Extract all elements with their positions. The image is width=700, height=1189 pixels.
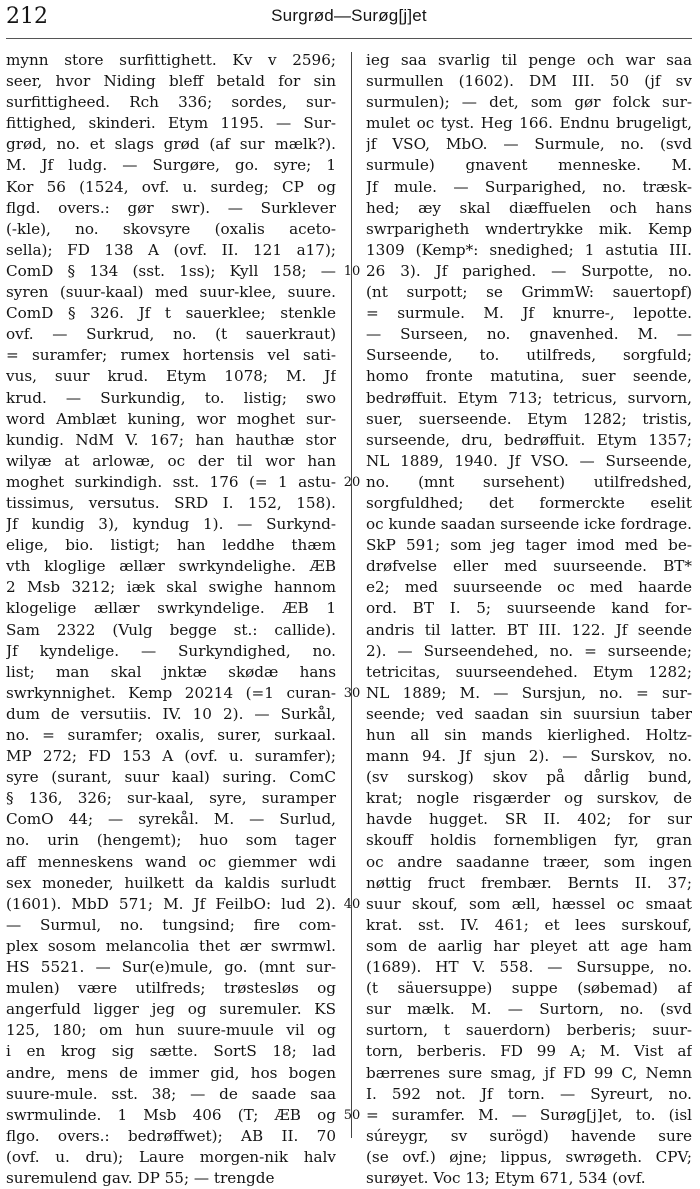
text-line: Sam 2322 (Vulg begge st.: callide). [6, 620, 336, 639]
text-line: 125, 180; om hun suure-muule vil og [6, 1021, 336, 1040]
text-line: torn, berberis. FD 99 A; M. Vist af [366, 1042, 692, 1061]
text-line: 2). — Surseendehed, no. = surseende; [366, 641, 692, 660]
text-line: sella); FD 138 A (ovf. II. 121 a17); [6, 240, 336, 259]
right-column [366, 50, 692, 1189]
text-line: syren (suur-kaal) med suur-klee, suure. [6, 283, 336, 302]
text-line: jf VSO, MbO. — Surmule, no. (svd [366, 135, 692, 154]
text-line: oc andre saadanne træer, som ingen [366, 852, 692, 871]
text-line: suer, suerseende. Etym 1282; tristis, [366, 409, 692, 428]
text-line: nøttig fruct frembær. Bernts II. 37; [366, 873, 692, 892]
text-line: suremulend gav. DP 55; — trengde [6, 1168, 275, 1187]
text-line: seer, hvor Niding bleff betald for sin [6, 72, 336, 91]
text-line: súreygr, sv surögd) havende sure [366, 1126, 692, 1145]
text-line: (se ovf.) øjne; lippus, swrøgeth. CPV; [366, 1147, 692, 1166]
text-line: sorgfuldhed; det formerckte eselit [366, 493, 692, 512]
text-line: flgo. overs.: bedrøffwet); AB II. 70 [6, 1126, 336, 1145]
text-line: syre (surant, suur kaal) suring. ComC [6, 768, 336, 787]
text-line: mynn store surfittighett. Kv v 2596; [6, 51, 336, 69]
text-line: (ovf. u. dru); Laure morgen-nik halv [6, 1147, 336, 1166]
text-line: fittighed, skinderi. Etym 1195. — Sur- [6, 114, 336, 133]
text-line: hun all sin mands kierlighed. Holtz- [366, 726, 692, 744]
text-line: andre, mens de immer gid, hos bogen [6, 1063, 336, 1082]
text-line: i en krog sig sætte. SortS 18; lad [6, 1042, 336, 1061]
text-line: drøfvelse eller med suurseende. BT* [366, 557, 692, 576]
text-line: ComD § 134 (sst. 1ss); Kyll 158; — [6, 261, 336, 280]
text-line: HS 5521. — Sur(e)mule, go. (mnt sur- [6, 958, 336, 977]
text-line: homo fronte matutina, suer seende, [366, 367, 692, 386]
text-line: (-kle), no. skovsyre (oxalis aceto- [6, 219, 336, 238]
text-line: vth kloglige ællær swrkyndelighe. ÆB [6, 557, 336, 576]
text-line: oc kunde saadan surseende icke fordrage. [366, 515, 692, 534]
text-line: suur skouf, som æll, hæssel oc smaat [366, 894, 692, 913]
text-line: (1689). HT V. 558. — Sursuppe, no. [366, 958, 692, 977]
text-line: = suramfer; rumex hortensis vel sati- [6, 346, 336, 365]
text-line: bærrenes sure smag, jf FD 99 C, Nemn [366, 1063, 692, 1082]
text-line: e2; med suurseende oc med haarde [366, 578, 692, 597]
text-line: = suramfer. M. — Surøg[j]et, to. (isl [366, 1105, 692, 1124]
text-line: swrmulinde. 1 Msb 406 (T; ÆB og [6, 1105, 336, 1124]
text-line: no. urin (hengemt); huo som tager [6, 831, 336, 850]
text-line: I. 592 not. Jf torn. — Syreurt, no. [366, 1084, 692, 1103]
text-line: flgd. overs.: gør swr). — Surklever [6, 198, 336, 217]
line-number: 40 [343, 897, 361, 912]
text-line: sur mælk. M. — Surtorn, no. (svd [366, 1000, 692, 1019]
text-line: grød, no. et slags grød (af sur mælk?). [6, 135, 336, 154]
text-line: swrkynnighet. Kemp 20214 (=1 curan- [6, 683, 336, 702]
text-line: surfittigheed. Rch 336; sordes, sur- [6, 93, 336, 112]
page-number: 212 [6, 4, 48, 29]
text-line: 2 Msb 3212; iæk skal swighe hannom [6, 578, 336, 597]
text-line: vus, suur krud. Etym 1078; M. Jf [6, 367, 336, 386]
text-line: list; man skal jnktæ skødæ hans [6, 662, 336, 681]
text-line: NL 1889; M. — Sursjun, no. = sur- [366, 683, 692, 702]
text-line: bedrøffuit. Etym 713; tetricus, survorn, [366, 388, 692, 407]
text-line: (nt surpott; se GrimmW: sauertopf) [366, 283, 692, 302]
text-line: ComO 44; — syrekål. M. — Surlud, [6, 810, 336, 829]
text-line: word Amblæt kuning, wor moghet sur- [6, 409, 336, 428]
text-line: krat. sst. IV. 461; et lees surskouf, [366, 915, 692, 934]
text-line: tetricitas, suurseendehed. Etym 1282; [366, 662, 692, 681]
text-line: angerfuld ligger jeg og suremuler. KS [6, 1000, 336, 1019]
text-line: M. Jf ludg. — Surgøre, go. syre; 1 [6, 156, 336, 175]
text-line: — Surseen, no. gnavenhed. M. — [366, 325, 692, 344]
text-line: krud. — Surkundig, to. listig; swo [6, 388, 336, 407]
text-line: MP 272; FD 153 A (ovf. u. suramfer); [6, 747, 336, 766]
text-line: NL 1889, 1940. Jf VSO. — Surseende, [366, 451, 692, 470]
text-line: andris til latter. BT III. 122. Jf seende [366, 620, 692, 639]
text-line: kundig. NdM V. 167; han hauthæ stor [6, 430, 336, 449]
text-line: moghet surkindigh. sst. 176 (= 1 astu- [6, 472, 336, 491]
column-divider [351, 52, 352, 1138]
text-line: swrparigheth wndertrykke mik. Kemp [366, 219, 692, 238]
text-line: (t säuersuppe) suppe (søbemad) af [366, 979, 692, 998]
text-line: mann 94. Jf sjun 2). — Surskov, no. [366, 747, 692, 766]
text-line: ord. BT I. 5; suurseende kand for- [366, 599, 692, 618]
text-line: suure-mule. sst. 38; — de saade saa [6, 1084, 336, 1103]
text-line: surmulen); — det, som gør folck sur- [366, 93, 692, 112]
text-line: SkP 591; som jeg tager imod med be- [366, 536, 692, 555]
text-line: 26 3). Jf parighed. — Surpotte, no. [366, 261, 692, 280]
text-line: 1309 (Kemp*: snedighed; 1 astutia III. [366, 240, 692, 259]
text-line: ComD § 326. Jf t sauerklee; stenkle [6, 304, 336, 323]
text-line: seende; ved saadan sin suursiun taber [366, 704, 692, 723]
text-line: Kor 56 (1524, ovf. u. surdeg; CP og [6, 177, 336, 196]
text-line: wilyæ at arlowæ, oc der til wor han [6, 451, 336, 470]
text-line: surmullen (1602). DM III. 50 (jf sv [366, 72, 692, 91]
text-line: som de aarlig har pleyet att age ham [366, 936, 692, 955]
text-line: (1601). MbD 571; M. Jf FeilbO: lud 2). [6, 894, 336, 913]
text-line: sex moneder, huilkett da kaldis surludt [6, 873, 336, 892]
line-number: 10 [343, 264, 361, 279]
text-line: surmule) gnavent menneske. M. [366, 156, 692, 175]
text-line: no. (mnt sursehent) utilfredshed, [366, 472, 692, 491]
text-line: elige, bio. listigt; han leddhe thæm [6, 536, 336, 555]
text-line: tissimus, versutus. SRD I. 152, 158). [6, 493, 336, 512]
text-line: surøyet. Voc 13; Etym 671, 534 (ovf. [366, 1168, 646, 1187]
text-line: ovf. — Surkrud, no. (t sauerkraut) [6, 325, 336, 344]
text-line: Surseende, to. utilfreds, sorgfuld; [366, 346, 692, 365]
text-line: Jf kundig 3), kyndug 1). — Surkynd- [6, 515, 336, 534]
text-line: ieg saa svarlig til penge och war saa [366, 51, 692, 69]
line-number: 50 [343, 1108, 361, 1123]
running-head: Surgrød—Surøg[j]et [271, 6, 427, 25]
line-number: 30 [343, 686, 361, 701]
text-line: (sv surskog) skov på dårlig bund, [366, 768, 692, 787]
text-line: surtorn, t sauerdorn) berberis; suur- [366, 1021, 692, 1040]
line-number: 20 [343, 475, 361, 490]
left-column [6, 50, 336, 1189]
text-line: hed; æy skal diæffuelen och hans [366, 198, 692, 217]
text-line: klogelige ællær swrkyndelige. ÆB 1 [6, 599, 336, 618]
text-line: dum de versutiis. IV. 10 2). — Surkål, [6, 704, 336, 723]
text-line: § 136, 326; sur-kaal, syre, suramper [6, 789, 336, 808]
text-line: no. = suramfer; oxalis, surer, surkaal. [6, 726, 336, 744]
text-line: plex sosom melancolia thet ær swrmwl. [6, 936, 336, 955]
text-line: skouff holdis fornembligen fyr, gran [366, 831, 692, 850]
page-header [6, 2, 692, 39]
text-line: surseende, dru, bedrøffuit. Etym 1357; [366, 430, 692, 449]
text-line: krat; nogle risgærder og surskov, de [366, 789, 692, 808]
text-line: — Surmul, no. tungsind; fire com- [6, 915, 336, 934]
text-line: havde hugget. SR II. 402; for sur [366, 810, 692, 829]
text-line: aff menneskens wand oc giemmer wdi [6, 852, 336, 871]
text-line: Jf kyndelige. — Surkyndighed, no. [6, 641, 336, 660]
text-line: mulet oc tyst. Heg 166. Endnu brugeligt, [366, 114, 692, 133]
text-line: = surmule. M. Jf knurre-, lepotte. [366, 304, 692, 323]
text-line: mulen) være utilfreds; trøstesløs og [6, 979, 336, 998]
text-line: Jf mule. — Surparighed, no. træsk- [366, 177, 692, 196]
